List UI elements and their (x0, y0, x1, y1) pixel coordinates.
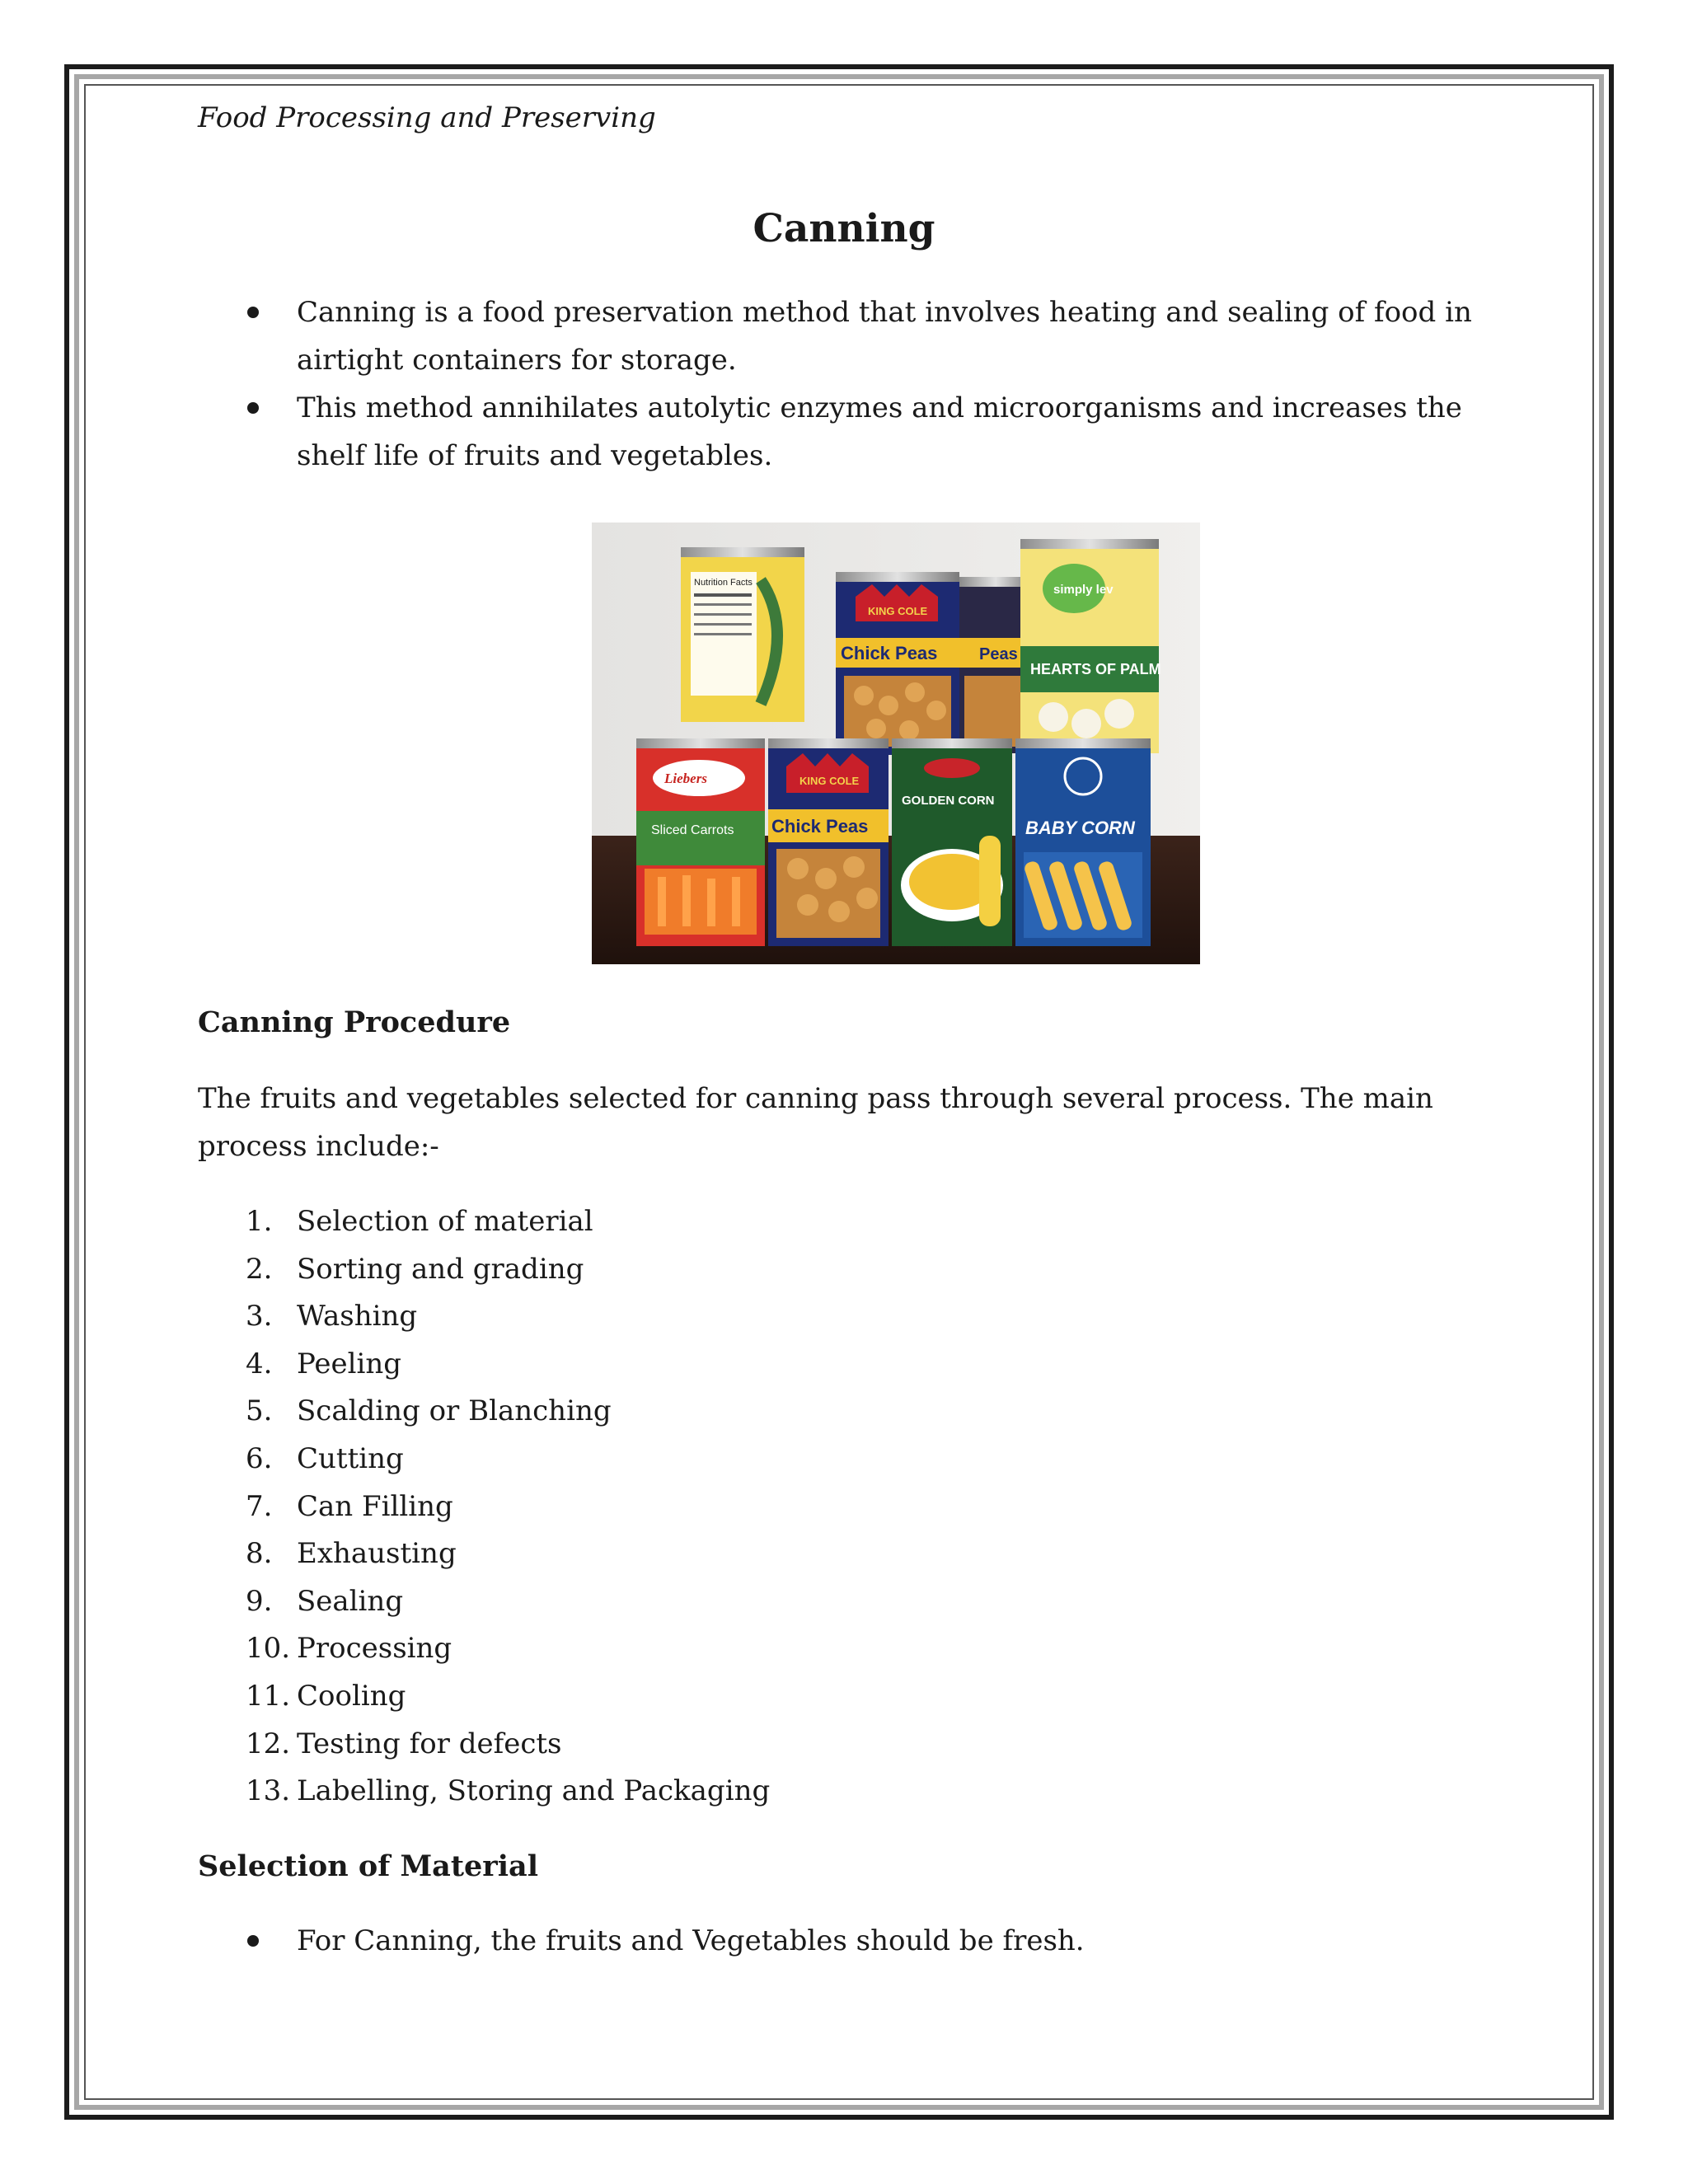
canned-food-photo (592, 523, 1200, 964)
page-title: Canning (753, 206, 935, 251)
step-text: Exhausting (297, 1537, 457, 1571)
intro-bullet-list (198, 288, 1492, 480)
running-header: Food Processing and Preserving (198, 101, 656, 134)
canned-food-illustration (592, 523, 1200, 964)
svg-text:KING COLE: KING COLE (799, 775, 860, 787)
step-text: Washing (297, 1300, 418, 1333)
step-text: Can Filling (297, 1489, 453, 1523)
svg-text:Nutrition Facts: Nutrition Facts (694, 578, 753, 588)
svg-text:Liebers: Liebers (664, 771, 707, 786)
selection-of-material-heading: Selection of Material (198, 1849, 539, 1883)
step-number: 4. (246, 1347, 273, 1380)
list-item (198, 1721, 770, 1769)
step-text: Cutting (297, 1441, 404, 1475)
step-text: Peeling (297, 1347, 402, 1380)
can-sliced-carrots (636, 738, 765, 946)
svg-text:Sliced Carrots: Sliced Carrots (651, 823, 734, 837)
list-item (198, 1483, 770, 1531)
list-item (198, 1673, 770, 1721)
step-number: 7. (246, 1489, 273, 1523)
bullet-item (198, 384, 1492, 480)
svg-text:simply lev: simply lev (1053, 583, 1114, 597)
step-number: 5. (246, 1394, 273, 1428)
can-chick-peas-front (768, 738, 889, 946)
step-text: Sealing (297, 1584, 404, 1618)
svg-text:GOLDEN CORN: GOLDEN CORN (902, 794, 995, 808)
canning-procedure-heading: Canning Procedure (198, 1005, 511, 1039)
list-item (198, 1388, 770, 1436)
svg-text:Chick Peas: Chick Peas (841, 643, 938, 663)
can-chick-peas-top (836, 572, 959, 755)
svg-text:HEARTS OF PALM: HEARTS OF PALM (1030, 661, 1161, 677)
step-number: 8. (246, 1537, 273, 1571)
step-number: 2. (246, 1252, 273, 1286)
can-nutrition (681, 547, 804, 722)
bullet-item (198, 288, 1492, 384)
selection-bullet-list (198, 1917, 1492, 1965)
bullet-text: Canning is a food preservation method that involves heating and sealing of food in airtight containers for storage. (297, 296, 1472, 377)
step-number: 10. (246, 1632, 291, 1666)
list-item (198, 1625, 770, 1673)
list-item (198, 1436, 770, 1483)
step-number: 11. (246, 1679, 291, 1713)
list-item (198, 1578, 770, 1626)
list-item (198, 1530, 770, 1578)
step-number: 12. (246, 1727, 291, 1760)
step-number: 6. (246, 1441, 273, 1475)
svg-text:Peas: Peas (979, 645, 1018, 663)
procedure-step-list (198, 1198, 770, 1816)
step-text: Scalding or Blanching (297, 1394, 612, 1428)
step-text: Labelling, Storing and Packaging (297, 1774, 771, 1808)
step-number: 13. (246, 1774, 291, 1808)
procedure-paragraph: The fruits and vegetables selected for canning pass through several process. The main process include:- (198, 1082, 1433, 1163)
list-item (198, 1341, 770, 1389)
bullet-icon (247, 307, 259, 318)
bullet-icon (247, 1935, 259, 1947)
list-item (198, 1293, 770, 1341)
step-number: 3. (246, 1300, 273, 1333)
step-number: 9. (246, 1584, 273, 1618)
can-hearts-of-palm (1020, 539, 1161, 753)
bullet-item (198, 1917, 1492, 1965)
list-item (198, 1246, 770, 1294)
svg-text:Chick Peas: Chick Peas (771, 816, 869, 837)
step-text: Cooling (297, 1679, 406, 1713)
bullet-text: For Canning, the fruits and Vegetables should be fresh. (297, 1924, 1085, 1957)
can-golden-corn (892, 738, 1012, 946)
step-number: 1. (246, 1205, 273, 1238)
list-item (198, 1768, 770, 1816)
step-text: Sorting and grading (297, 1252, 584, 1286)
can-baby-corn (1015, 738, 1151, 946)
svg-text:BABY CORN: BABY CORN (1025, 818, 1135, 838)
step-text: Selection of material (297, 1205, 593, 1238)
step-text: Testing for defects (297, 1727, 562, 1760)
svg-text:KING COLE: KING COLE (868, 605, 928, 617)
bullet-icon (247, 402, 259, 414)
step-text: Processing (297, 1632, 452, 1666)
list-item (198, 1198, 770, 1246)
bullet-text: This method annihilates autolytic enzymes and microorganisms and increases the shelf life of fruits and vegetables. (297, 391, 1462, 472)
